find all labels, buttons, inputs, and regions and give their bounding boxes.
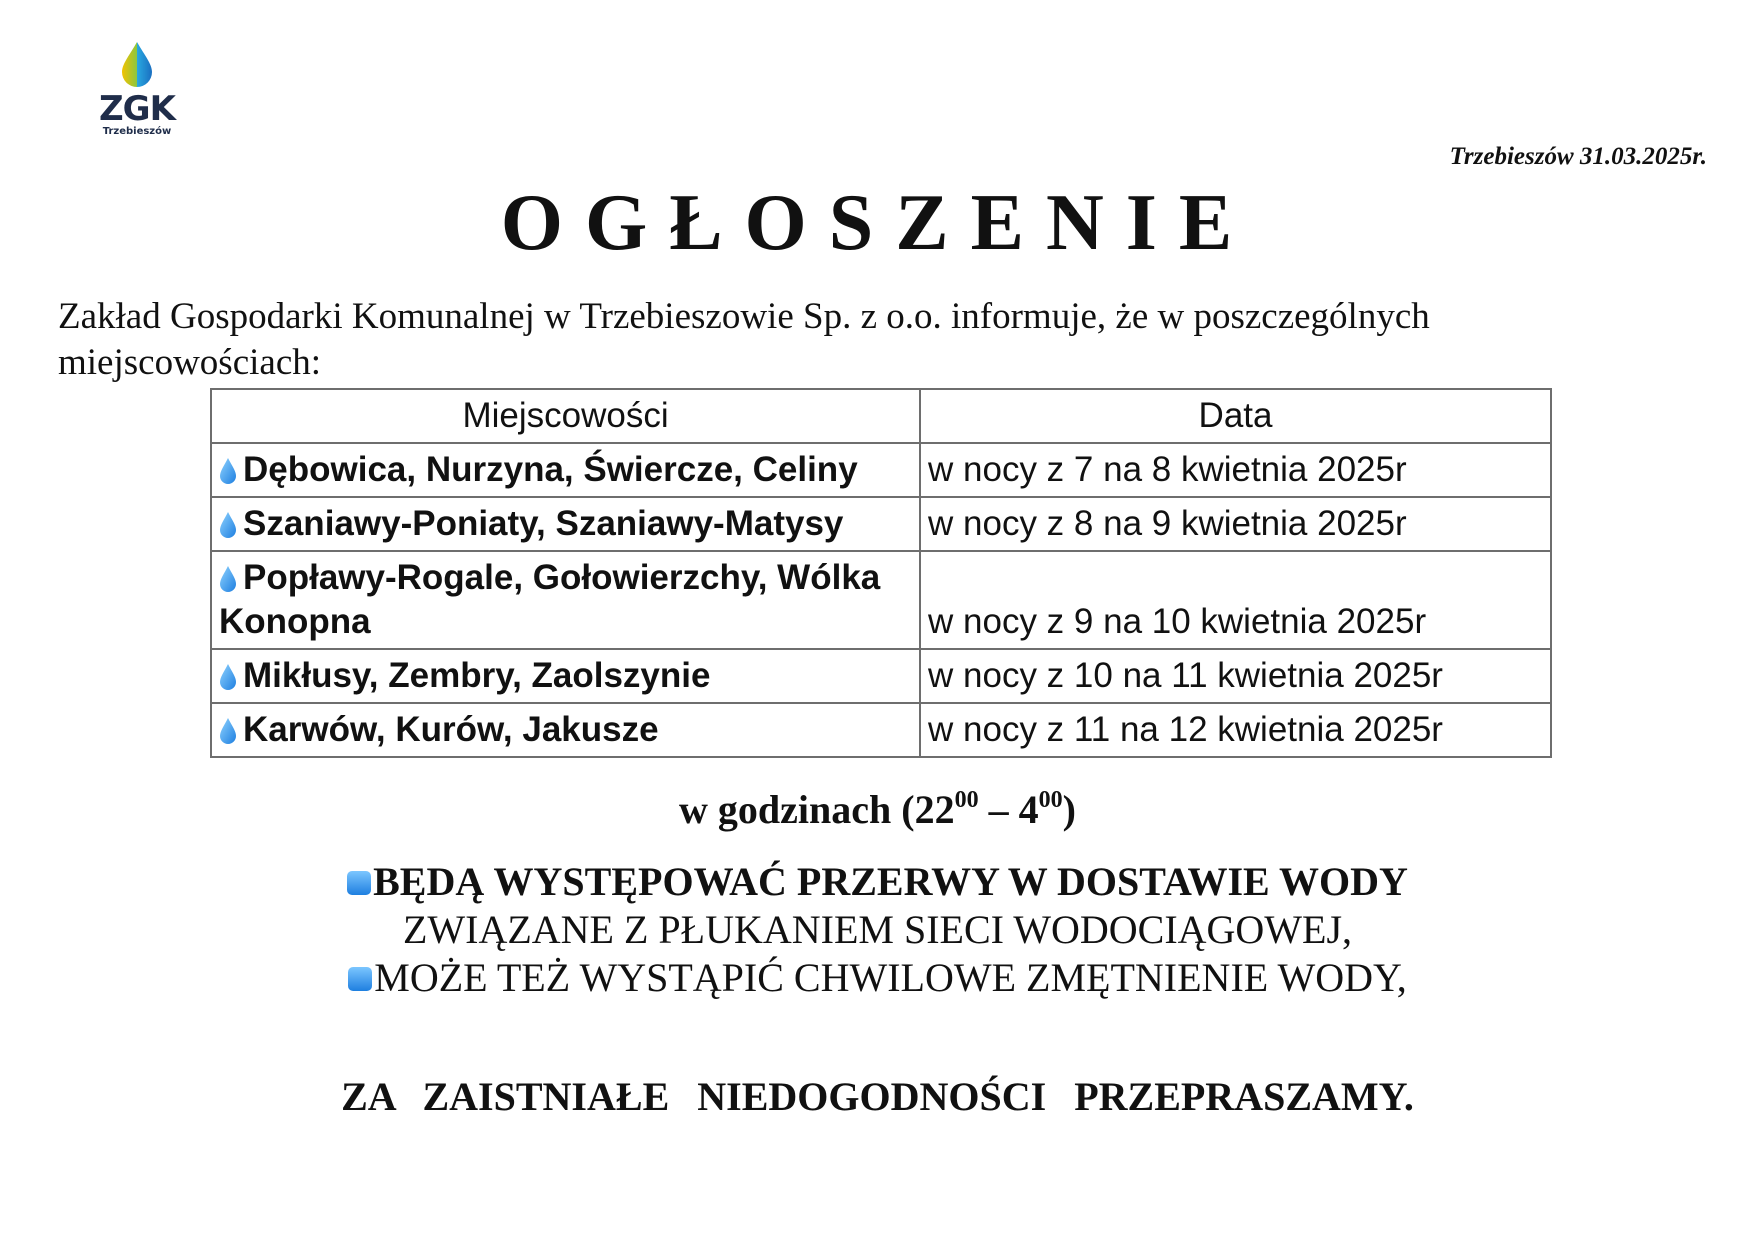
table-row	[211, 649, 1551, 703]
logo-subtitle: Trzebieszów	[102, 126, 172, 137]
water-drop-icon	[219, 511, 237, 539]
places-cell	[211, 497, 920, 551]
water-drop-icon	[219, 717, 237, 745]
water-drop-icon	[219, 457, 237, 485]
notice-line-1-text: BĘDĄ WYSTĘPOWAĆ PRZERWY W DOSTAWIE WODY	[373, 859, 1408, 904]
column-header-places: Miejscowości	[211, 389, 920, 443]
bullet-square-icon	[347, 871, 371, 895]
notice-line-3-text: MOŻE TEŻ WYSTĄPIĆ CHWILOWE ZMĘTNIENIE WODY,	[374, 955, 1407, 1000]
date-cell: w nocy z 8 na 9 kwietnia 2025r	[920, 497, 1551, 551]
places-text: Szaniawy-Poniaty, Szaniawy-Matysy	[243, 504, 844, 543]
hours-prefix: w godzinach (22	[679, 787, 955, 832]
hours-suffix: )	[1062, 787, 1076, 832]
hours-dash: – 4	[978, 787, 1039, 832]
intro-paragraph: Zakład Gospodarki Komunalnej w Trzebieszowie Sp. z o.o. informuje, że w poszczególnych miejscowościach:	[58, 296, 1430, 383]
water-drop-icon	[219, 663, 237, 691]
apology-line: ZA ZAISTNIAŁE NIEDOGODNOŚCI PRZEPRASZAMY.	[341, 1074, 1414, 1119]
places-cell	[211, 443, 920, 497]
date-cell: w nocy z 10 na 11 kwietnia 2025r	[920, 649, 1551, 703]
places-cell	[211, 703, 920, 757]
table-row	[211, 497, 1551, 551]
hours-end-minutes: 00	[1038, 787, 1063, 813]
water-drop-icon	[219, 565, 237, 593]
table-row	[211, 551, 1551, 649]
places-text: Popławy-Rogale, Gołowierzchy, Wólka Konopna	[219, 558, 881, 641]
notice-block	[0, 858, 1755, 1002]
column-header-date: Data	[920, 389, 1551, 443]
logo-name: ZGK	[99, 89, 175, 129]
table-row	[211, 703, 1551, 757]
notice-line-1	[0, 858, 1755, 906]
places-text: Dębowica, Nurzyna, Świercze, Celiny	[243, 450, 858, 489]
notice-line-2: ZWIĄZANE Z PŁUKANIEM SIECI WODOCIĄGOWEJ,	[402, 907, 1353, 952]
hours-start-minutes: 00	[954, 787, 979, 813]
water-drop-leaf-icon	[119, 40, 155, 88]
notice-line-3	[0, 954, 1755, 1002]
date-cell: w nocy z 9 na 10 kwietnia 2025r	[920, 551, 1551, 649]
date-cell: w nocy z 7 na 8 kwietnia 2025r	[920, 443, 1551, 497]
date-cell: w nocy z 11 na 12 kwietnia 2025r	[920, 703, 1551, 757]
hours-line	[0, 785, 1755, 835]
table-header-row	[211, 389, 1551, 443]
places-text: Karwów, Kurów, Jakusze	[243, 710, 659, 749]
company-logo	[92, 40, 182, 150]
schedule-table	[210, 388, 1552, 758]
document-date: Trzebieszów 31.03.2025r.	[1449, 143, 1707, 170]
places-cell	[211, 551, 920, 649]
places-text: Mikłusy, Zembry, Zaolszynie	[243, 656, 711, 695]
table-row	[211, 443, 1551, 497]
places-cell	[211, 649, 920, 703]
page-title: OGŁOSZENIE	[500, 179, 1255, 267]
bullet-square-icon	[348, 967, 372, 991]
